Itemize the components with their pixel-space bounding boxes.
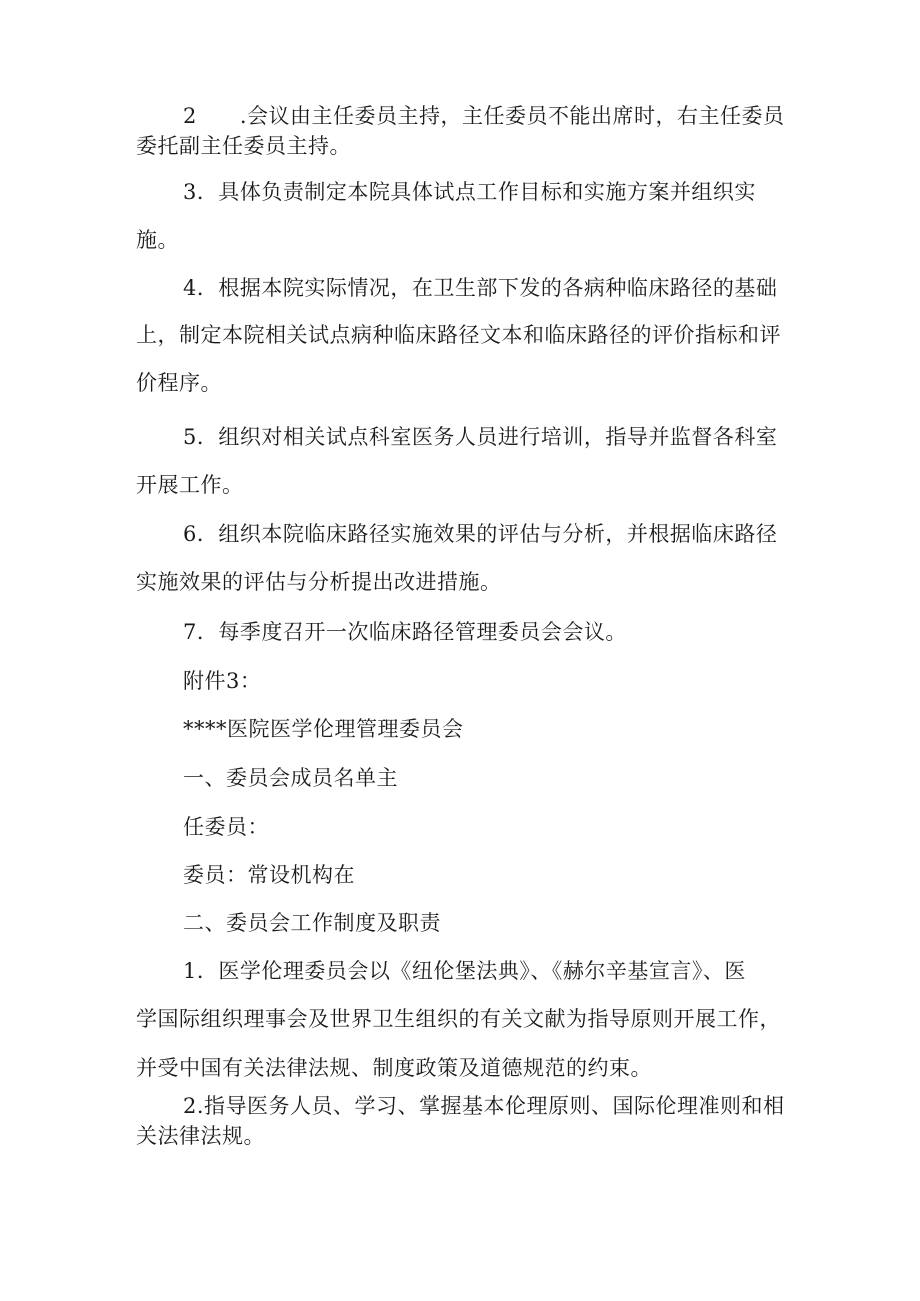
section-two-heading: 二、委员会工作制度及职责 xyxy=(183,911,441,935)
paragraph-2-line-2: 委托副主任委员主持。 xyxy=(136,134,351,158)
committee-title: ****医院医学伦理管理委员会 xyxy=(183,717,464,741)
item-1-line-3: 并受中国有关法律法规、制度政策及道德规范的约束。 xyxy=(136,1056,652,1080)
item-1-line-1: 1．医学伦理委员会以《纽伦堡法典》、《赫尔辛基宣言》、医 xyxy=(183,959,746,983)
paragraph-6-line-1: 6．组织本院临床路径实施效果的评估与分析，并根据临床路径 xyxy=(183,522,778,546)
paragraph-4-line-3: 价程序。 xyxy=(136,371,222,395)
paragraph-7-line-1: 7．每季度召开一次临床路径管理委员会会议。 xyxy=(183,620,627,644)
paragraph-5-line-2: 开展工作。 xyxy=(136,473,244,497)
item-1-line-2: 学国际组织理事会及世界卫生组织的有关文献为指导原则开展工作， xyxy=(136,1007,781,1031)
item-2-line-2: 关法律法规。 xyxy=(136,1124,265,1148)
members-label: 委员：常设机构在 xyxy=(183,863,355,887)
section-one-heading: 一、委员会成员名单主 xyxy=(183,766,398,790)
attachment-label: 附件3： xyxy=(183,669,262,693)
paragraph-4-line-1: 4．根据本院实际情况，在卫生部下发的各病种临床路径的基础 xyxy=(183,276,778,300)
director-label: 任委员： xyxy=(183,815,269,839)
item-2-line-1: 2.指导医务人员、学习、掌握基本伦理原则、国际伦理准则和相 xyxy=(183,1094,785,1118)
paragraph-3-line-2: 施。 xyxy=(136,228,179,252)
paragraph-4-line-2: 上，制定本院相关试点病种临床路径文本和临床路径的评价指标和评 xyxy=(136,323,781,347)
paragraph-2-line-1: 2 .会议由主任委员主持，主任委员不能出席时，右主任委员 xyxy=(183,104,785,128)
paragraph-6-line-2: 实施效果的评估与分析提出改进措施。 xyxy=(136,570,502,594)
paragraph-3-line-1: 3．具体负责制定本院具体试点工作目标和实施方案并组织实 xyxy=(183,180,756,204)
paragraph-5-line-1: 5．组织对相关试点科室医务人员进行培训，指导并监督各科室 xyxy=(183,425,778,449)
